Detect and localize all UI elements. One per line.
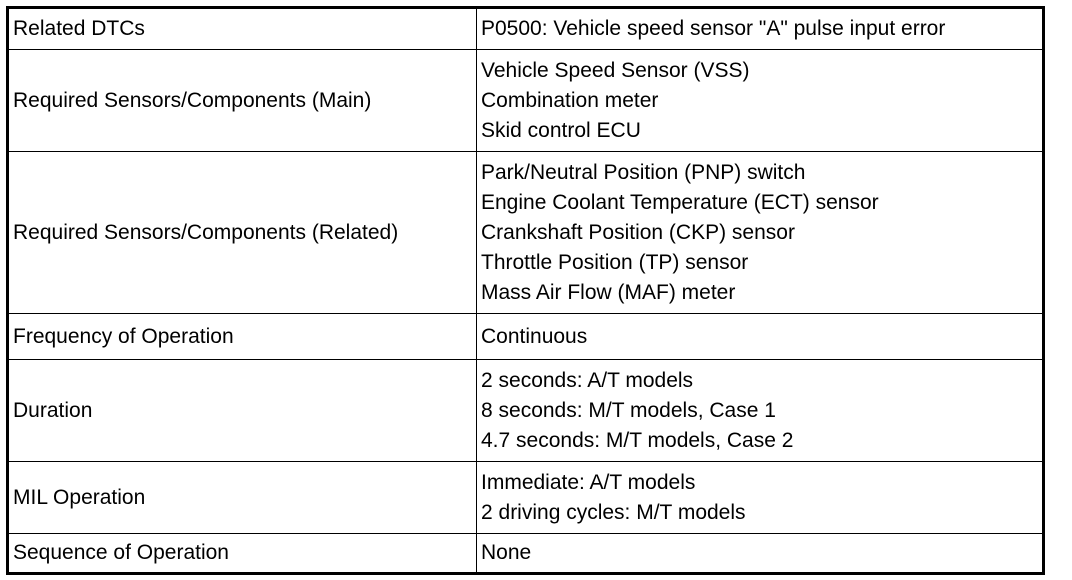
table-row-related-dtcs (8, 8, 1044, 50)
dtc-spec-table (6, 6, 1045, 575)
value-line: Continuous (481, 324, 588, 348)
row-value (477, 314, 1044, 360)
row-value (477, 8, 1044, 50)
row-label: Sequence of Operation (8, 534, 477, 574)
value-line: 2 driving cycles: M/T models (481, 500, 746, 524)
row-label: Required Sensors/Components (Main) (8, 50, 477, 152)
table-row-sensors-main (8, 50, 1044, 152)
value-line: 2 seconds: A/T models (481, 368, 694, 392)
value-line: Engine Coolant Temperature (ECT) sensor (481, 190, 879, 214)
row-value (477, 462, 1044, 534)
table-row-mil-operation (8, 462, 1044, 534)
row-value (477, 152, 1044, 314)
table-row-sensors-related (8, 152, 1044, 314)
row-label: Duration (8, 360, 477, 462)
row-label: Related DTCs (8, 8, 477, 50)
row-label: Required Sensors/Components (Related) (8, 152, 477, 314)
row-value (477, 360, 1044, 462)
row-value (477, 534, 1044, 574)
value-line: Combination meter (481, 88, 659, 112)
value-line: Immediate: A/T models (481, 470, 696, 494)
value-line: Crankshaft Position (CKP) sensor (481, 220, 795, 244)
row-label: MIL Operation (8, 462, 477, 534)
value-line: Throttle Position (TP) sensor (481, 250, 749, 274)
table-row-sequence (8, 534, 1044, 574)
value-line: P0500: Vehicle speed sensor "A" pulse input error (481, 17, 946, 40)
value-line: Skid control ECU (481, 118, 641, 142)
value-line: Vehicle Speed Sensor (VSS) (481, 58, 750, 82)
value-line: None (481, 541, 532, 564)
table-row-duration (8, 360, 1044, 462)
row-value (477, 50, 1044, 152)
table-row-frequency (8, 314, 1044, 360)
value-line: Mass Air Flow (MAF) meter (481, 280, 736, 304)
value-line: 4.7 seconds: M/T models, Case 2 (481, 428, 794, 452)
value-line: 8 seconds: M/T models, Case 1 (481, 398, 776, 422)
value-line: Park/Neutral Position (PNP) switch (481, 160, 806, 184)
row-label: Frequency of Operation (8, 314, 477, 360)
